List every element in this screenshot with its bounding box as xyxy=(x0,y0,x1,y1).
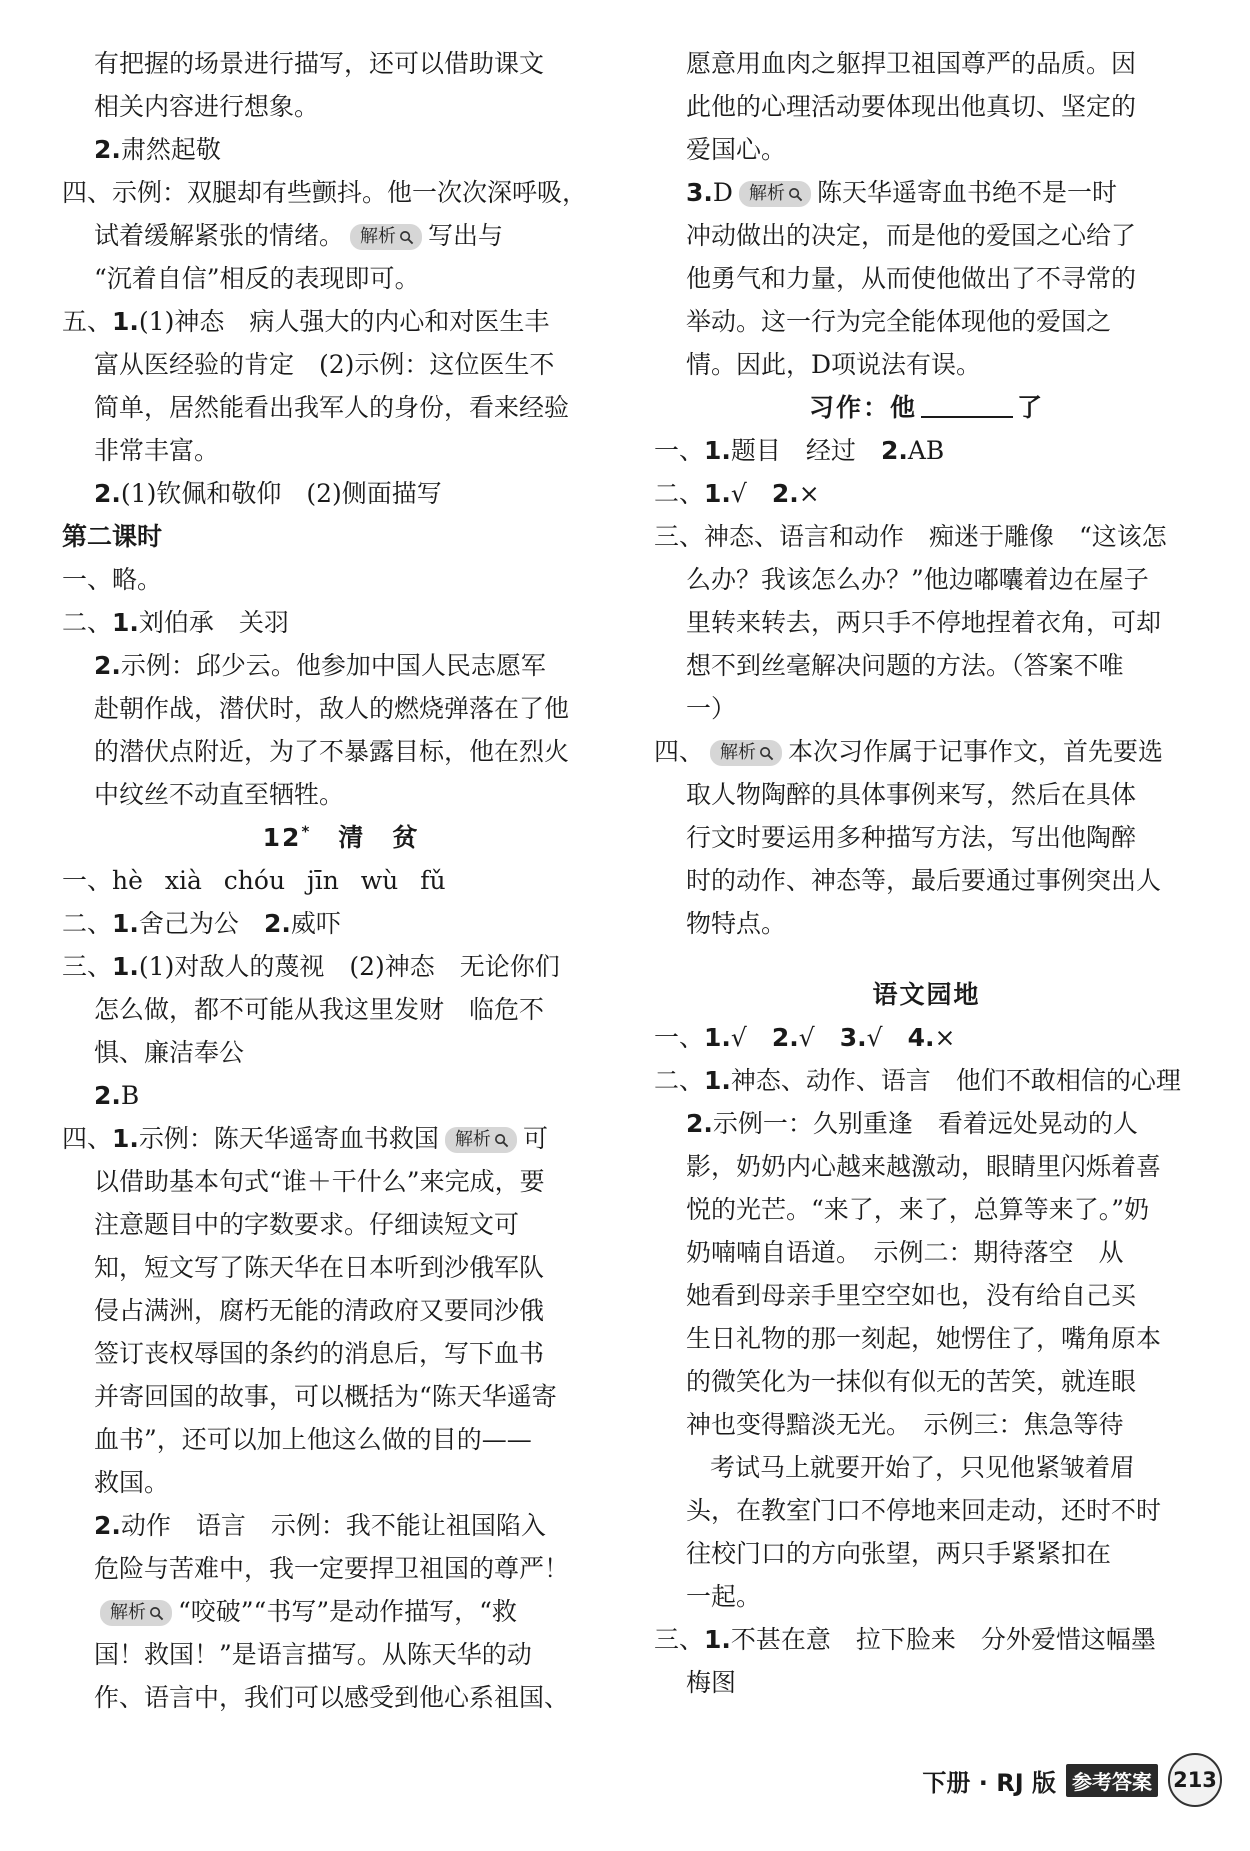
text-line: 考试马上就要开始了，只见他紧皱着眉 xyxy=(710,1453,1136,1482)
text-line: 二、1.舍己为公 2.威吓 xyxy=(62,909,341,938)
text-line: 他勇气和力量，从而使他做出了不寻常的 xyxy=(686,264,1137,293)
text-line: 签订丧权辱国的条约的消息后，写下血书 xyxy=(94,1339,545,1368)
text-line: 2.肃然起敬 xyxy=(94,135,221,164)
text-line: 此他的心理活动要体现出他真切、坚定的 xyxy=(686,92,1137,121)
text-line: 试着缓解紧张的情绪。 解析 写出与 xyxy=(94,221,504,250)
text-line: 2.B xyxy=(94,1081,140,1110)
text-line: 简单，居然能看出我军人的身份，看来经验 xyxy=(94,393,570,422)
magnifier-icon xyxy=(788,187,803,202)
text-line: 奶喃喃自语道。 示例二：期待落空 从 xyxy=(686,1238,1124,1267)
text-line: 三、1.(1)对敌人的蔑视 (2)神态 无论你们 xyxy=(62,952,560,981)
text-line: 作、语言中，我们可以感受到他心系祖国、 xyxy=(94,1683,570,1712)
text-line: 二、1.√ 2.× xyxy=(654,479,820,508)
text-line: 侵占满洲，腐朽无能的清政府又要同沙俄 xyxy=(94,1296,545,1325)
fill-in-blank xyxy=(921,390,1013,418)
text-line: 取人物陶醉的具体事例来写，然后在具体 xyxy=(686,780,1137,809)
text-line: 一起。 xyxy=(686,1582,762,1611)
text-line: 愿意用血肉之躯捍卫祖国尊严的品质。因 xyxy=(686,49,1137,78)
text-line: 她看到母亲手里空空如也，没有给自己买 xyxy=(686,1281,1137,1310)
text-line: 神也变得黯淡无光。 示例三：焦急等待 xyxy=(686,1410,1124,1439)
text-line: “沉着自信”相反的表现即可。 xyxy=(94,264,420,293)
text-line: 赴朝作战，潜伏时，敌人的燃烧弹落在了他 xyxy=(94,694,570,723)
text-line: 的潜伏点附近，为了不暴露目标，他在烈火 xyxy=(94,737,570,766)
text-line: 2.示例：邱少云。他参加中国人民志愿军 xyxy=(94,651,546,680)
text-line: 头，在教室门口不停地来回走动，还时不时 xyxy=(686,1496,1162,1525)
text-line: 血书”，还可以加上他这么做的目的—— xyxy=(94,1425,532,1454)
text-line: 生日礼物的那一刻起，她愣住了，嘴角原本 xyxy=(686,1324,1162,1353)
page-number: 213 xyxy=(1168,1753,1222,1807)
text-line: 惧、廉洁奉公 xyxy=(94,1038,245,1067)
text-line: 梅图 xyxy=(686,1668,737,1697)
magnifier-icon xyxy=(494,1133,509,1148)
text-line: 四、 解析 本次习作属于记事作文，首先要选 xyxy=(654,737,1164,766)
text-line: 爱国心。 xyxy=(686,135,787,164)
lesson-subheading: 第二课时 xyxy=(62,522,163,551)
text-line: 想不到丝毫解决问题的方法。（答案不唯 xyxy=(686,651,1124,680)
text-line: 三、神态、语言和动作 痴迷于雕像 “这该怎 xyxy=(654,522,1167,551)
answer-key-badge: 参考答案 xyxy=(1066,1764,1158,1797)
section-heading: 12* 清 贫 xyxy=(262,822,420,852)
analysis-tag: 解析 xyxy=(350,224,422,250)
text-line: 3.D 解析 陈天华遥寄血书绝不是一时 xyxy=(686,178,1117,207)
text-line: 2.(1)钦佩和敬仰 (2)侧面描写 xyxy=(94,479,442,508)
magnifier-icon xyxy=(759,746,774,761)
analysis-tag: 解析 xyxy=(445,1127,517,1153)
section-heading: 语文园地 xyxy=(872,980,981,1009)
text-line: 里转来转去，两只手不停地捏着衣角，可却 xyxy=(686,608,1162,637)
text-line: 国！救国！”是语言描写。从陈天华的动 xyxy=(94,1640,532,1669)
text-line: 并寄回国的故事，可以概括为“陈天华遥寄 xyxy=(94,1382,557,1411)
text-line: 举动。这一行为完全能体现他的爱国之 xyxy=(686,307,1112,336)
text-line: 冲动做出的决定，而是他的爱国之心给了 xyxy=(686,221,1137,250)
text-line: 情。因此，D项说法有误。 xyxy=(686,350,982,379)
analysis-tag: 解析 xyxy=(100,1600,172,1626)
section-heading: 习作：他 了 xyxy=(654,386,1199,429)
text-line: 一、略。 xyxy=(62,565,163,594)
text-line: 行文时要运用多种描写方法，写出他陶醉 xyxy=(686,823,1137,852)
text-line: 2.示例一：久别重逢 看着远处晃动的人 xyxy=(686,1109,1138,1138)
text-line: 危险与苦难中，我一定要捍卫祖国的尊严！ xyxy=(94,1554,570,1583)
text-line: 怎么做，都不可能从我这里发财 临危不 xyxy=(94,995,545,1024)
text-line: 一） xyxy=(686,694,737,723)
magnifier-icon xyxy=(149,1606,164,1621)
text-line: 时的动作、神态等，最后要通过事例突出人 xyxy=(686,866,1162,895)
text-line: 非常丰富。 xyxy=(94,436,220,465)
text-line: 二、1.神态、动作、语言 他们不敢相信的心理 xyxy=(654,1066,1181,1095)
text-line: 富从医经验的肯定 (2)示例：这位医生不 xyxy=(94,350,555,379)
left-column xyxy=(62,42,620,1719)
text-line: 解析 “咬破”“书写”是动作描写，“救 xyxy=(62,1590,620,1633)
analysis-tag: 解析 xyxy=(710,740,782,766)
text-line: 物特点。 xyxy=(686,909,787,938)
text-line: 悦的光芒。“来了，来了，总算等来了。”奶 xyxy=(686,1195,1150,1224)
text-line: 五、1.(1)神态 病人强大的内心和对医生丰 xyxy=(62,307,550,336)
text-line: 么办？我该怎么办？”他边嘟囔着边在屋子 xyxy=(686,565,1149,594)
text-line: 中纹丝不动直至牺牲。 xyxy=(94,780,345,809)
text-line: 2.动作 语言 示例：我不能让祖国陷入 xyxy=(94,1511,546,1540)
text-line: 往校门口的方向张望，两只手紧紧扣在 xyxy=(686,1539,1112,1568)
analysis-tag: 解析 xyxy=(739,181,811,207)
text-line: 救国。 xyxy=(94,1468,170,1497)
text-line: 有把握的场景进行描写，还可以借助课文 xyxy=(94,49,545,78)
pinyin-line: 一、hè xià chóu jīn wù fǔ xyxy=(62,866,446,895)
spacer xyxy=(654,945,1199,973)
text-line: 四、1.示例：陈天华遥寄血书救国 解析 可 xyxy=(62,1124,548,1153)
text-line: 注意题目中的字数要求。仔细读短文可 xyxy=(94,1210,520,1239)
volume-label: 下册 · RJ 版 xyxy=(922,1768,1056,1797)
text-line: 二、1.刘伯承 关羽 xyxy=(62,608,289,637)
page-footer xyxy=(922,1753,1222,1807)
right-column xyxy=(654,42,1199,1704)
text-line: 三、1.不甚在意 拉下脸来 分外爱惜这幅墨 xyxy=(654,1625,1156,1654)
text-line: 相关内容进行想象。 xyxy=(94,92,320,121)
text-line: 一、1.√ 2.√ 3.√ 4.× xyxy=(654,1023,956,1052)
text-line: 知，短文写了陈天华在日本听到沙俄军队 xyxy=(94,1253,545,1282)
text-line: 一、1.题目 经过 2.AB xyxy=(654,436,945,465)
text-line: 影，奶奶内心越来越激动，眼睛里闪烁着喜 xyxy=(686,1152,1162,1181)
text-line: 以借助基本句式“谁＋干什么”来完成，要 xyxy=(94,1167,545,1196)
magnifier-icon xyxy=(399,230,414,245)
text-line: 的微笑化为一抹似有似无的苦笑，就连眼 xyxy=(686,1367,1137,1396)
text-line: 四、示例：双腿却有些颤抖。他一次次深呼吸， xyxy=(62,178,588,207)
